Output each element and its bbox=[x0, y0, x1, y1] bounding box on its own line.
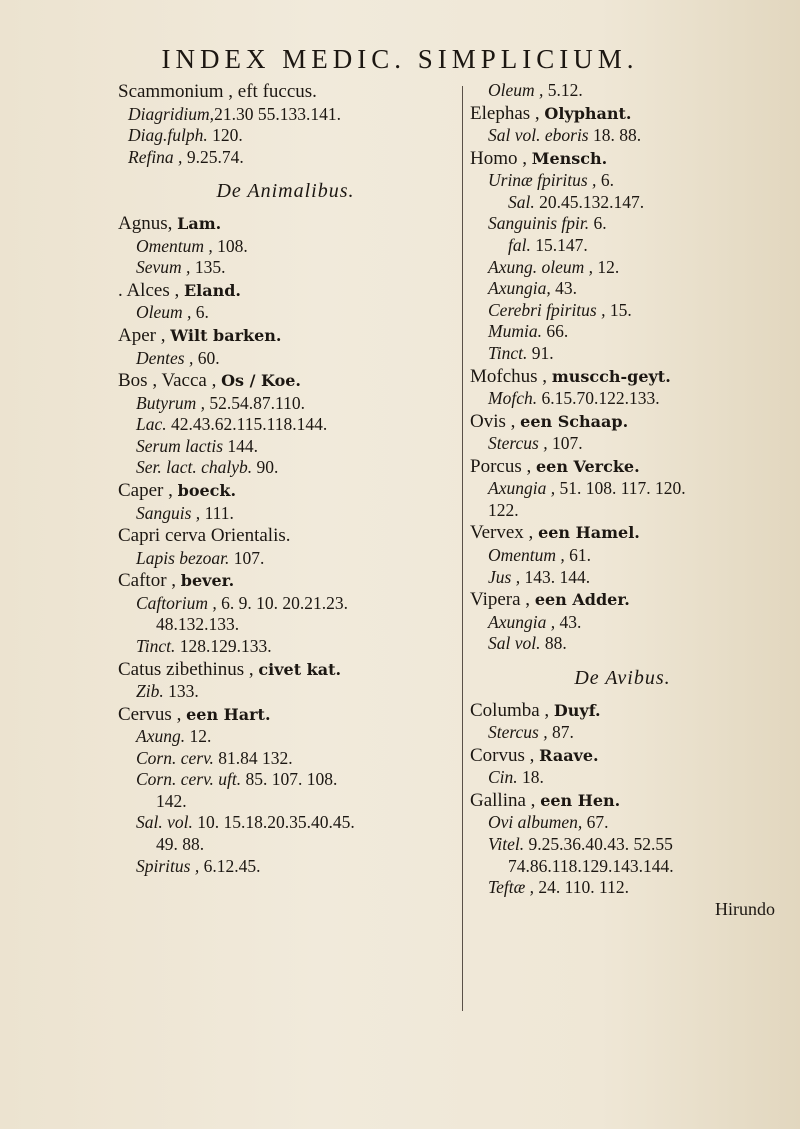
section-heading: De Avibus. bbox=[574, 666, 671, 689]
entry-term: Urinæ fpiritus , bbox=[488, 170, 597, 191]
entry-term: Corvus , bbox=[470, 744, 540, 766]
index-entry bbox=[118, 834, 453, 856]
entry-term: Aper , bbox=[118, 325, 171, 347]
vernacular-name: Wilt barken. bbox=[170, 326, 282, 346]
index-entry bbox=[470, 321, 775, 343]
index-entry bbox=[470, 455, 775, 479]
index-entry bbox=[470, 80, 775, 102]
page-references: 108. bbox=[212, 235, 248, 256]
page-references: 6. bbox=[589, 213, 607, 234]
index-entry bbox=[118, 457, 453, 479]
index-entry bbox=[470, 856, 775, 878]
page-references: 10. 15.18.20.35.40.45. bbox=[192, 812, 355, 833]
page-references: 15.147. bbox=[530, 234, 588, 255]
index-entry bbox=[118, 658, 453, 682]
entry-term: Tinct. bbox=[136, 635, 176, 656]
index-entry bbox=[470, 812, 775, 834]
entry-term: Corn. cerv. bbox=[136, 747, 214, 768]
vernacular-name: Eland. bbox=[183, 280, 241, 300]
entry-term: Porcus , bbox=[470, 455, 536, 477]
entry-term: Gallina , bbox=[470, 789, 541, 811]
vernacular-name: een Hamel. bbox=[538, 523, 640, 543]
entry-term: Homo , bbox=[470, 147, 532, 169]
page-references: 6. bbox=[191, 302, 209, 323]
entry-term: Zib. bbox=[136, 681, 164, 701]
index-entry bbox=[118, 726, 453, 748]
index-entry bbox=[470, 699, 775, 723]
left-column bbox=[118, 80, 453, 877]
page-references: 12. bbox=[185, 726, 212, 747]
vernacular-name: muscch-geyt. bbox=[551, 366, 671, 386]
entry-term: Mofchus , bbox=[470, 365, 552, 387]
index-entry bbox=[470, 170, 775, 192]
index-entry bbox=[470, 147, 775, 171]
index-entry bbox=[470, 877, 775, 899]
index-entry bbox=[470, 192, 775, 214]
entry-term: . Alces , bbox=[118, 279, 184, 301]
page-references: 15. bbox=[605, 299, 632, 320]
index-entry bbox=[118, 812, 453, 834]
index-entry bbox=[118, 212, 453, 236]
entry-term: Sanguis , bbox=[136, 502, 201, 523]
page-references: 133. bbox=[163, 681, 199, 701]
index-entry bbox=[118, 856, 453, 878]
page-references: 18. bbox=[517, 767, 544, 788]
entry-term: Refina , bbox=[128, 146, 183, 167]
entry-term: Spiritus , bbox=[136, 855, 200, 876]
page-references: 142. bbox=[156, 790, 187, 811]
section-heading: De Animalibus. bbox=[216, 180, 355, 203]
page-references: 6.12.45. bbox=[199, 855, 261, 876]
index-entry bbox=[470, 410, 775, 434]
index-entry bbox=[118, 503, 453, 525]
index-entry bbox=[470, 343, 775, 365]
index-entry bbox=[118, 524, 453, 548]
index-entry bbox=[118, 369, 453, 393]
vernacular-name: boeck. bbox=[177, 481, 237, 501]
index-entry bbox=[470, 767, 775, 789]
entry-term: Mumia. bbox=[488, 321, 542, 342]
page-references: 81.84 132. bbox=[213, 747, 293, 768]
index-entry bbox=[118, 703, 453, 727]
index-entry bbox=[118, 681, 453, 703]
index-entry bbox=[118, 569, 453, 593]
entry-term: Axungia, bbox=[488, 278, 551, 299]
index-entry bbox=[118, 748, 453, 770]
page-references: 43. bbox=[550, 278, 577, 299]
vernacular-name: civet kat. bbox=[258, 659, 342, 679]
page-references: 18. 88. bbox=[588, 125, 642, 146]
entry-term: Ser. lact. chalyb. bbox=[136, 457, 253, 478]
entry-term: Oleum , bbox=[488, 80, 544, 100]
index-entry bbox=[470, 102, 775, 126]
entry-term: Axung. oleum , bbox=[488, 256, 593, 277]
index-entry bbox=[118, 636, 453, 658]
page-references: 107. bbox=[229, 547, 265, 568]
entry-term: Ovis , bbox=[470, 410, 521, 432]
vernacular-name: een Hart. bbox=[186, 704, 271, 724]
entry-term: Diag.fulph. bbox=[128, 125, 208, 146]
index-entry bbox=[118, 593, 453, 615]
index-entry bbox=[118, 302, 453, 324]
column-divider bbox=[462, 86, 463, 1011]
index-entry bbox=[118, 324, 453, 348]
entry-term: Elephas , bbox=[470, 102, 545, 124]
vernacular-name: een Hen. bbox=[540, 790, 621, 810]
vernacular-name: Os / Koe. bbox=[221, 371, 301, 391]
index-entry bbox=[470, 365, 775, 389]
page-references: 107. bbox=[547, 433, 583, 454]
page-references: 24. 110. 112. bbox=[534, 877, 629, 898]
entry-term: Axungia , bbox=[488, 478, 556, 499]
index-entry bbox=[118, 479, 453, 503]
index-entry bbox=[118, 125, 453, 147]
page-references: 48.132.133. bbox=[156, 614, 240, 635]
entry-term: Columba , bbox=[470, 699, 554, 721]
page-references: 144. bbox=[223, 435, 259, 456]
page-references: 43. bbox=[555, 611, 582, 632]
right-column bbox=[470, 80, 775, 920]
catchword: Hirundo bbox=[715, 898, 775, 919]
entry-term: Sanguinis fpir. bbox=[488, 213, 590, 234]
page-references: 21.30 55.133.141. bbox=[214, 103, 341, 124]
page-references: 67. bbox=[582, 812, 609, 833]
page-references: 91. bbox=[527, 342, 554, 363]
entry-term: Sal. vol. bbox=[136, 812, 193, 833]
page-references: 88. bbox=[540, 633, 567, 654]
index-entry bbox=[118, 414, 453, 436]
vernacular-name: een Vercke. bbox=[535, 456, 640, 476]
entry-term: Sal vol. eboris bbox=[488, 125, 589, 146]
entry-term: Butyrum , bbox=[136, 392, 206, 413]
entry-term: Oleum , bbox=[136, 302, 192, 323]
page-header: INDEX MEDIC. SIMPLICIUM. bbox=[161, 44, 639, 74]
vernacular-name: bever. bbox=[180, 571, 235, 591]
entry-term: Stercus , bbox=[488, 722, 548, 743]
index-entry bbox=[118, 614, 453, 636]
entry-term: Omentum , bbox=[488, 544, 565, 565]
page-references: 12. bbox=[592, 256, 620, 277]
page-references: 6. bbox=[596, 170, 614, 191]
entry-term: Vitel. bbox=[488, 834, 525, 855]
entry-term: Cervus , bbox=[118, 703, 187, 725]
entry-term: Bos , Vacca , bbox=[118, 370, 222, 392]
index-entry bbox=[470, 500, 775, 522]
page-references: 143. 144. bbox=[520, 566, 591, 587]
index-entry bbox=[118, 393, 453, 415]
index-entry bbox=[470, 834, 775, 856]
vernacular-name: Olyphant. bbox=[544, 103, 632, 123]
entry-term: Corn. cerv. uft. bbox=[136, 769, 242, 790]
index-entry bbox=[470, 235, 775, 257]
index-entry bbox=[470, 633, 775, 655]
index-entry bbox=[470, 545, 775, 567]
index-entry bbox=[470, 744, 775, 768]
entry-term: Omentum , bbox=[136, 235, 213, 256]
index-entry bbox=[470, 213, 775, 235]
entry-term: Lapis bezoar. bbox=[136, 547, 230, 568]
page-references: 51. 108. 117. 120. bbox=[555, 478, 686, 499]
page-references: 5.12. bbox=[543, 80, 583, 100]
entry-term: Sal vol. bbox=[488, 633, 541, 654]
page-references: 60. bbox=[193, 347, 220, 368]
index-entry bbox=[118, 104, 453, 126]
index-entry bbox=[470, 388, 775, 410]
page-references: 42.43.62.115.118.144. bbox=[166, 414, 328, 435]
entry-term: Tinct. bbox=[488, 342, 528, 363]
entry-term: Dentes , bbox=[136, 347, 194, 368]
entry-term: Ovi albumen, bbox=[488, 812, 583, 833]
entry-term: Cin. bbox=[488, 767, 518, 788]
entry-term: Stercus , bbox=[488, 433, 548, 454]
page-references: 66. bbox=[541, 321, 569, 342]
entry-term: Diagridium, bbox=[128, 103, 215, 124]
index-entry bbox=[470, 567, 775, 589]
entry-term: Vipera , bbox=[470, 589, 535, 611]
index-entry bbox=[470, 433, 775, 455]
index-entry bbox=[118, 80, 453, 104]
entry-term: Jus , bbox=[488, 566, 521, 587]
index-entry bbox=[118, 257, 453, 279]
page-references: 9.25.74. bbox=[182, 146, 244, 167]
page-references: 85. 107. 108. bbox=[241, 769, 338, 790]
entry-term: Serum lactis bbox=[136, 435, 224, 456]
entry-term: Mofch. bbox=[488, 388, 538, 409]
entry-term: Cerebri fpiritus , bbox=[488, 299, 606, 320]
page-references: 74.86.118.129.143.144. bbox=[508, 855, 674, 876]
index-entry bbox=[470, 588, 775, 612]
index-entry bbox=[470, 899, 775, 921]
index-entry bbox=[118, 548, 453, 570]
page-references: 52.54.87.110. bbox=[205, 392, 306, 413]
index-entry bbox=[470, 612, 775, 634]
index-entry bbox=[470, 257, 775, 279]
page-references: 111. bbox=[200, 502, 234, 523]
page-references: 9.25.36.40.43. 52.55 bbox=[524, 834, 673, 855]
page-references: 122. bbox=[488, 499, 519, 520]
entry-term: Catus zibethinus , bbox=[118, 658, 259, 680]
page-references: 6. 9. 10. 20.21.23. bbox=[216, 592, 348, 613]
entry-term: Axungia , bbox=[488, 611, 556, 632]
page-references: 87. bbox=[547, 722, 574, 743]
vernacular-name: Duyf. bbox=[553, 700, 601, 720]
entry-term: Lac. bbox=[136, 414, 167, 435]
index-entry bbox=[470, 300, 775, 322]
entry-term: Caftorium , bbox=[136, 592, 217, 613]
entry-term: Sal. bbox=[508, 191, 535, 212]
page-references: 49. 88. bbox=[156, 834, 205, 855]
index-entry bbox=[470, 521, 775, 545]
vernacular-name: Lam. bbox=[177, 214, 222, 234]
entry-term: fal. bbox=[508, 234, 531, 255]
index-entry bbox=[118, 147, 453, 169]
index-entry bbox=[118, 769, 453, 791]
index-entry bbox=[118, 791, 453, 813]
entry-term: Caper , bbox=[118, 480, 178, 502]
vernacular-name: een Adder. bbox=[534, 590, 630, 610]
index-entry bbox=[118, 279, 453, 303]
index-entry bbox=[470, 789, 775, 813]
entry-term: Caftor , bbox=[118, 570, 181, 592]
index-entry bbox=[470, 478, 775, 500]
page-references: 61. bbox=[564, 544, 592, 565]
vernacular-name: Mensch. bbox=[531, 148, 608, 168]
index-entry bbox=[470, 125, 775, 147]
page-references: 120. bbox=[207, 125, 243, 146]
vernacular-name: Raave. bbox=[539, 745, 599, 765]
index-entry bbox=[470, 278, 775, 300]
entry-term: Axung. bbox=[136, 726, 186, 747]
index-entry bbox=[470, 722, 775, 744]
entry-term: Agnus, bbox=[118, 213, 178, 235]
page-references: 6.15.70.122.133. bbox=[537, 388, 660, 409]
entry-term: Scammonium , eft fuccus. bbox=[118, 81, 317, 102]
page-references: 135. bbox=[190, 257, 226, 278]
vernacular-name: een Schaap. bbox=[520, 411, 629, 431]
entry-term: Vervex , bbox=[470, 522, 539, 544]
index-entry bbox=[118, 236, 453, 258]
page-references: 20.45.132.147. bbox=[534, 191, 645, 212]
entry-term: Sevum , bbox=[136, 257, 191, 278]
index-entry bbox=[118, 348, 453, 370]
entry-term: Teftæ , bbox=[488, 877, 535, 898]
entry-term: Capri cerva Orientalis. bbox=[118, 525, 291, 547]
index-entry bbox=[118, 436, 453, 458]
page-references: 128.129.133. bbox=[175, 635, 272, 656]
page-references: 90. bbox=[252, 457, 279, 478]
